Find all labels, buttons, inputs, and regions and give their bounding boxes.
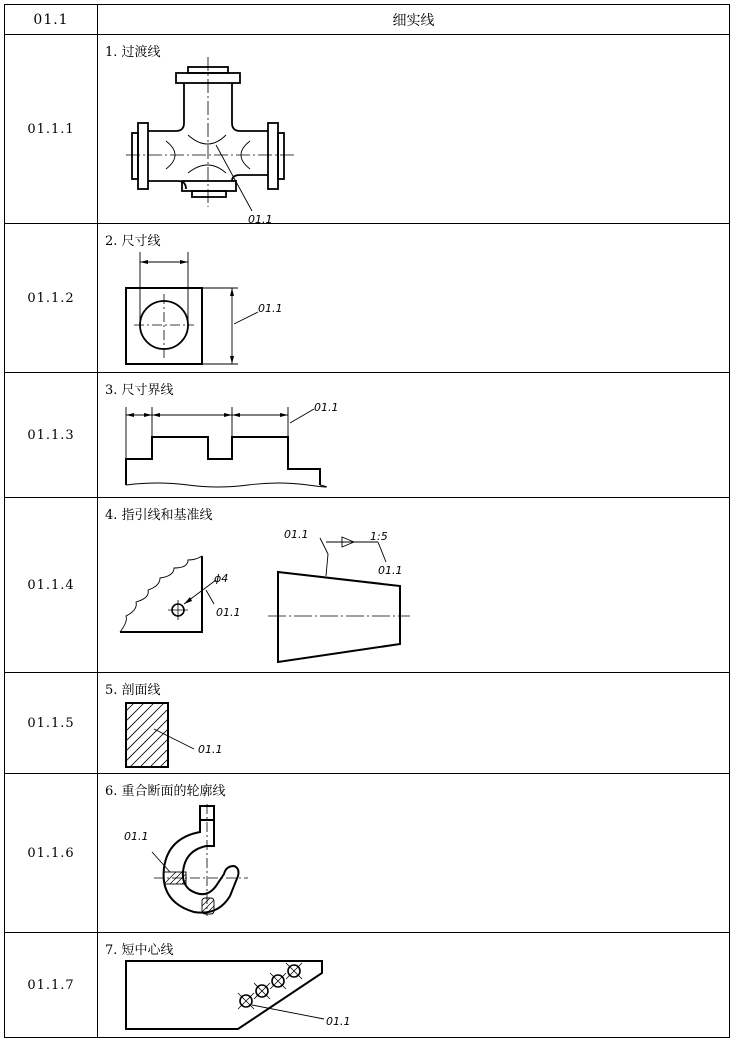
hatched-rect-figure — [98, 673, 718, 773]
figure-cell — [98, 224, 730, 373]
pipe-cross-figure — [98, 35, 718, 226]
plate-holes-figure — [98, 933, 718, 1037]
line-label: 01.1 — [314, 401, 339, 414]
row-code: 01.1.6 — [5, 774, 98, 933]
row-code: 01.1.4 — [5, 498, 98, 673]
leader-label-right: 01.1 — [378, 564, 403, 577]
figure-cell — [98, 35, 730, 224]
stepped-part-figure — [98, 373, 718, 497]
table-row — [5, 774, 730, 933]
ratio-label: 1:5 — [370, 530, 388, 543]
figure-cell — [98, 673, 730, 774]
line-label: 01.1 — [124, 830, 149, 843]
figure-cell — [98, 498, 730, 673]
row-code: 01.1.1 — [5, 35, 98, 224]
row-title: 7. 短中心线 — [105, 943, 174, 958]
row-title: 3. 尺寸界线 — [105, 383, 174, 398]
line-label: 01.1 — [248, 213, 273, 226]
leader-label-top: 01.1 — [284, 528, 309, 541]
figure-cell — [98, 933, 730, 1038]
figure-cell — [98, 774, 730, 933]
line-type-table — [4, 4, 730, 1038]
row-title: 6. 重合断面的轮廓线 — [105, 784, 226, 799]
hook-figure — [98, 774, 718, 932]
row-title: 5. 剖面线 — [105, 683, 161, 698]
table-row — [5, 933, 730, 1038]
row-title: 1. 过渡线 — [105, 45, 161, 60]
line-label: 01.1 — [198, 743, 223, 756]
square-hole-figure — [98, 224, 718, 372]
table-row — [5, 498, 730, 673]
row-code: 01.1.3 — [5, 373, 98, 498]
figure-cell — [98, 373, 730, 498]
table-row — [5, 673, 730, 774]
row-code: 01.1.7 — [5, 933, 98, 1038]
header-name: 细实线 — [98, 5, 730, 35]
row-title: 4. 指引线和基准线 — [105, 508, 213, 523]
line-label: 01.1 — [326, 1015, 351, 1028]
table-row — [5, 224, 730, 373]
header-code: 01.1 — [5, 5, 98, 35]
table-header-row — [5, 5, 730, 35]
table-row — [5, 373, 730, 498]
leader-line-figure — [98, 498, 718, 672]
line-label: 01.1 — [258, 302, 283, 315]
line-label: 01.1 — [216, 606, 241, 619]
row-title: 2. 尺寸线 — [105, 234, 161, 249]
diameter-label: ϕ4 — [214, 572, 229, 585]
row-code: 01.1.2 — [5, 224, 98, 373]
table-row — [5, 35, 730, 224]
row-code: 01.1.5 — [5, 673, 98, 774]
